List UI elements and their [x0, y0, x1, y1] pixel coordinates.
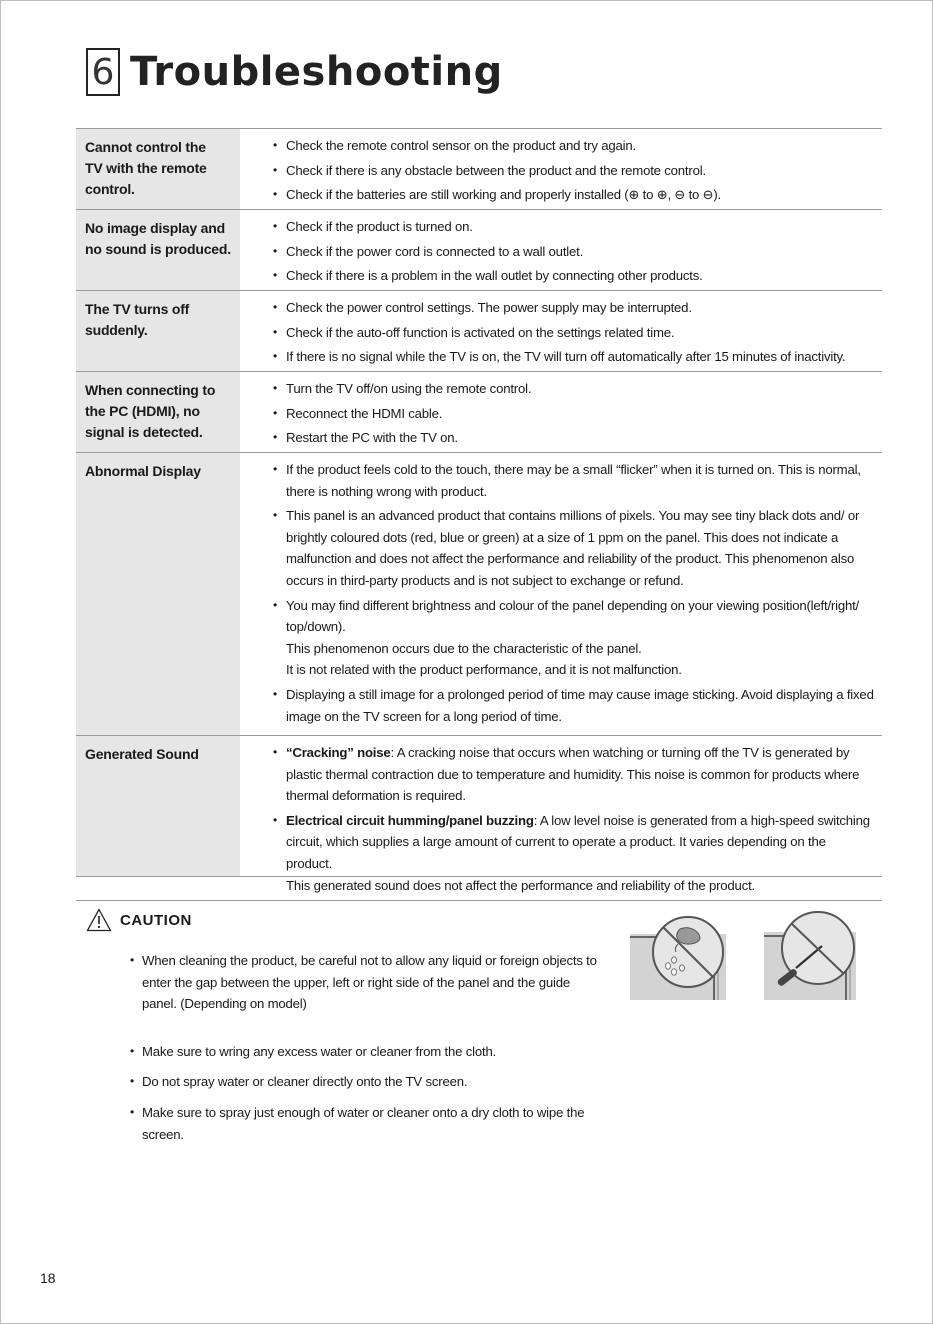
issue-line: the PC (HDMI), no [85, 403, 200, 419]
solution-term: “Cracking” noise [286, 745, 391, 760]
caution-list [128, 950, 608, 1145]
troubleshooting-table [76, 128, 882, 893]
solution-item [240, 810, 874, 875]
caution-label: CAUTION [120, 911, 192, 929]
symbol-comma: , [667, 187, 671, 203]
solution-item: • Turn the TV off/on using the remote control. [240, 378, 874, 400]
solution-item: • If there is no signal while the TV is on, the TV will turn off automatically after 15 minutes of inactivity. [240, 346, 874, 368]
issue-cell [76, 210, 240, 290]
solution-text: Check if the batteries are still working and properly installed ( [286, 187, 629, 203]
solution-item: • Restart the PC with the TV on. [240, 427, 874, 449]
solution-continuation: This phenomenon occurs due to the characteristic of the panel. [286, 640, 642, 656]
no-screwdriver-illustration [762, 908, 858, 1000]
solution-item: • Reconnect the HDMI cable. [240, 403, 874, 425]
issue-cell [76, 736, 240, 876]
solution-item [240, 184, 874, 207]
symbol-connector: to [642, 187, 654, 203]
issue-line: TV with the remote [85, 160, 207, 176]
symbol-connector: to [688, 187, 700, 203]
issue-line: Generated Sound [85, 746, 199, 762]
caution-item: • Do not spray water or cleaner directly onto the TV screen. [128, 1071, 608, 1093]
solution-cell [240, 453, 882, 735]
issue-line: When connecting to [85, 382, 216, 398]
warning-triangle-icon [86, 908, 112, 932]
issue-cell [76, 453, 240, 735]
solution-item: • Check if the product is turned on. [240, 216, 874, 238]
solution-cell [240, 129, 882, 209]
solution-item: • Check if the power cord is connected to a wall outlet. [240, 241, 874, 263]
solution-item: • You may find different brightness and colour of the panel depending on your viewing position(left/right/ top/down). [240, 595, 874, 638]
table-row [76, 129, 882, 210]
solution-item: • Check if there is a problem in the wall outlet by connecting other products. [240, 265, 874, 287]
issue-line: No image display and [85, 220, 225, 236]
solution-cell [240, 736, 882, 893]
solution-text: : A low level noise is generated from a high-speed switching circuit, which supplies a large amount of current to operate a product. It varies depending on the product. [286, 812, 870, 871]
solution-cell [240, 210, 882, 290]
issue-cell [76, 372, 240, 452]
solution-cell [240, 291, 882, 371]
issue-line: control. [85, 181, 135, 197]
issue-cell [76, 129, 240, 209]
solution-item: • Displaying a still image for a prolonged period of time may cause image sticking. Avoid displaying a fixed image on the TV screen for a long period of time. [240, 684, 874, 727]
issue-line: Cannot control the [85, 139, 206, 155]
solution-term: Electrical circuit humming/panel buzzing [286, 812, 534, 828]
page-number: 18 [40, 1270, 56, 1286]
battery-plus-icon: ⊕ [656, 188, 668, 204]
battery-plus-icon: ⊕ [628, 188, 640, 204]
issue-line: no sound is produced. [85, 241, 231, 257]
caution-item: • Make sure to spray just enough of water or cleaner onto a dry cloth to wipe the screen. [128, 1102, 608, 1145]
no-liquid-cloth-illustration [630, 912, 726, 1000]
table-row [76, 291, 882, 372]
battery-minus-icon: ⊖ [674, 188, 686, 204]
issue-line: suddenly. [85, 322, 148, 338]
solution-item: • Check if there is any obstacle between the product and the remote control. [240, 160, 874, 182]
solution-continuation: It is not related with the product performance, and it is not malfunction. [286, 662, 682, 678]
table-row [76, 736, 882, 893]
issue-line: The TV turns off [85, 301, 190, 317]
caution-item: • When cleaning the product, be careful not to allow any liquid or foreign objects to enter the gap between the upper, left or right side of the panel and the guide panel. (Depending on model) [128, 950, 608, 1015]
solution-item: • Check the power control settings. The power supply may be interrupted. [240, 297, 874, 319]
issue-line: Abnormal Display [85, 463, 201, 479]
solution-item: • This panel is an advanced product that contains millions of pixels. You may see tiny black dots and/ or brightly coloured dots (red, blue or green) at a size of 1 ppm on the panel. This does not indicate a malfunction and does not affect the performance and reliability of the product. This phenomenon also occurs in third-party products and is not subject to exchange or refund. [240, 505, 874, 591]
table-row [76, 372, 882, 453]
chapter-number: 6 [86, 48, 120, 96]
table-row [76, 453, 882, 736]
solution-cell [240, 372, 882, 452]
battery-minus-icon: ⊖ [702, 188, 714, 204]
solution-item [240, 742, 874, 807]
caution-item: • Make sure to wring any excess water or cleaner from the cloth. [128, 1041, 608, 1063]
solution-continuation: This generated sound does not affect the performance and reliability of the product. [286, 877, 755, 893]
solution-item: • If the product feels cold to the touch, there may be a small “flicker” when it is turned on. This is normal, there is nothing wrong with product. [240, 459, 874, 502]
solution-text: : A cracking noise that occurs when watching or turning off the TV is generated by plastic thermal contraction due to temperature and humidity. This noise is common for products where thermal deformation is required. [286, 745, 860, 804]
issue-cell [76, 291, 240, 371]
table-row [76, 210, 882, 291]
chapter-heading [86, 46, 503, 98]
caution-heading [86, 908, 192, 932]
issue-line: signal is detected. [85, 424, 203, 440]
solution-item: • Check the remote control sensor on the product and try again. [240, 135, 874, 157]
page-title: Troubleshooting [130, 49, 503, 95]
caution-divider [76, 900, 882, 901]
solution-item: • Check if the auto-off function is activated on the settings related time. [240, 322, 874, 344]
symbol-end: ). [713, 187, 721, 203]
